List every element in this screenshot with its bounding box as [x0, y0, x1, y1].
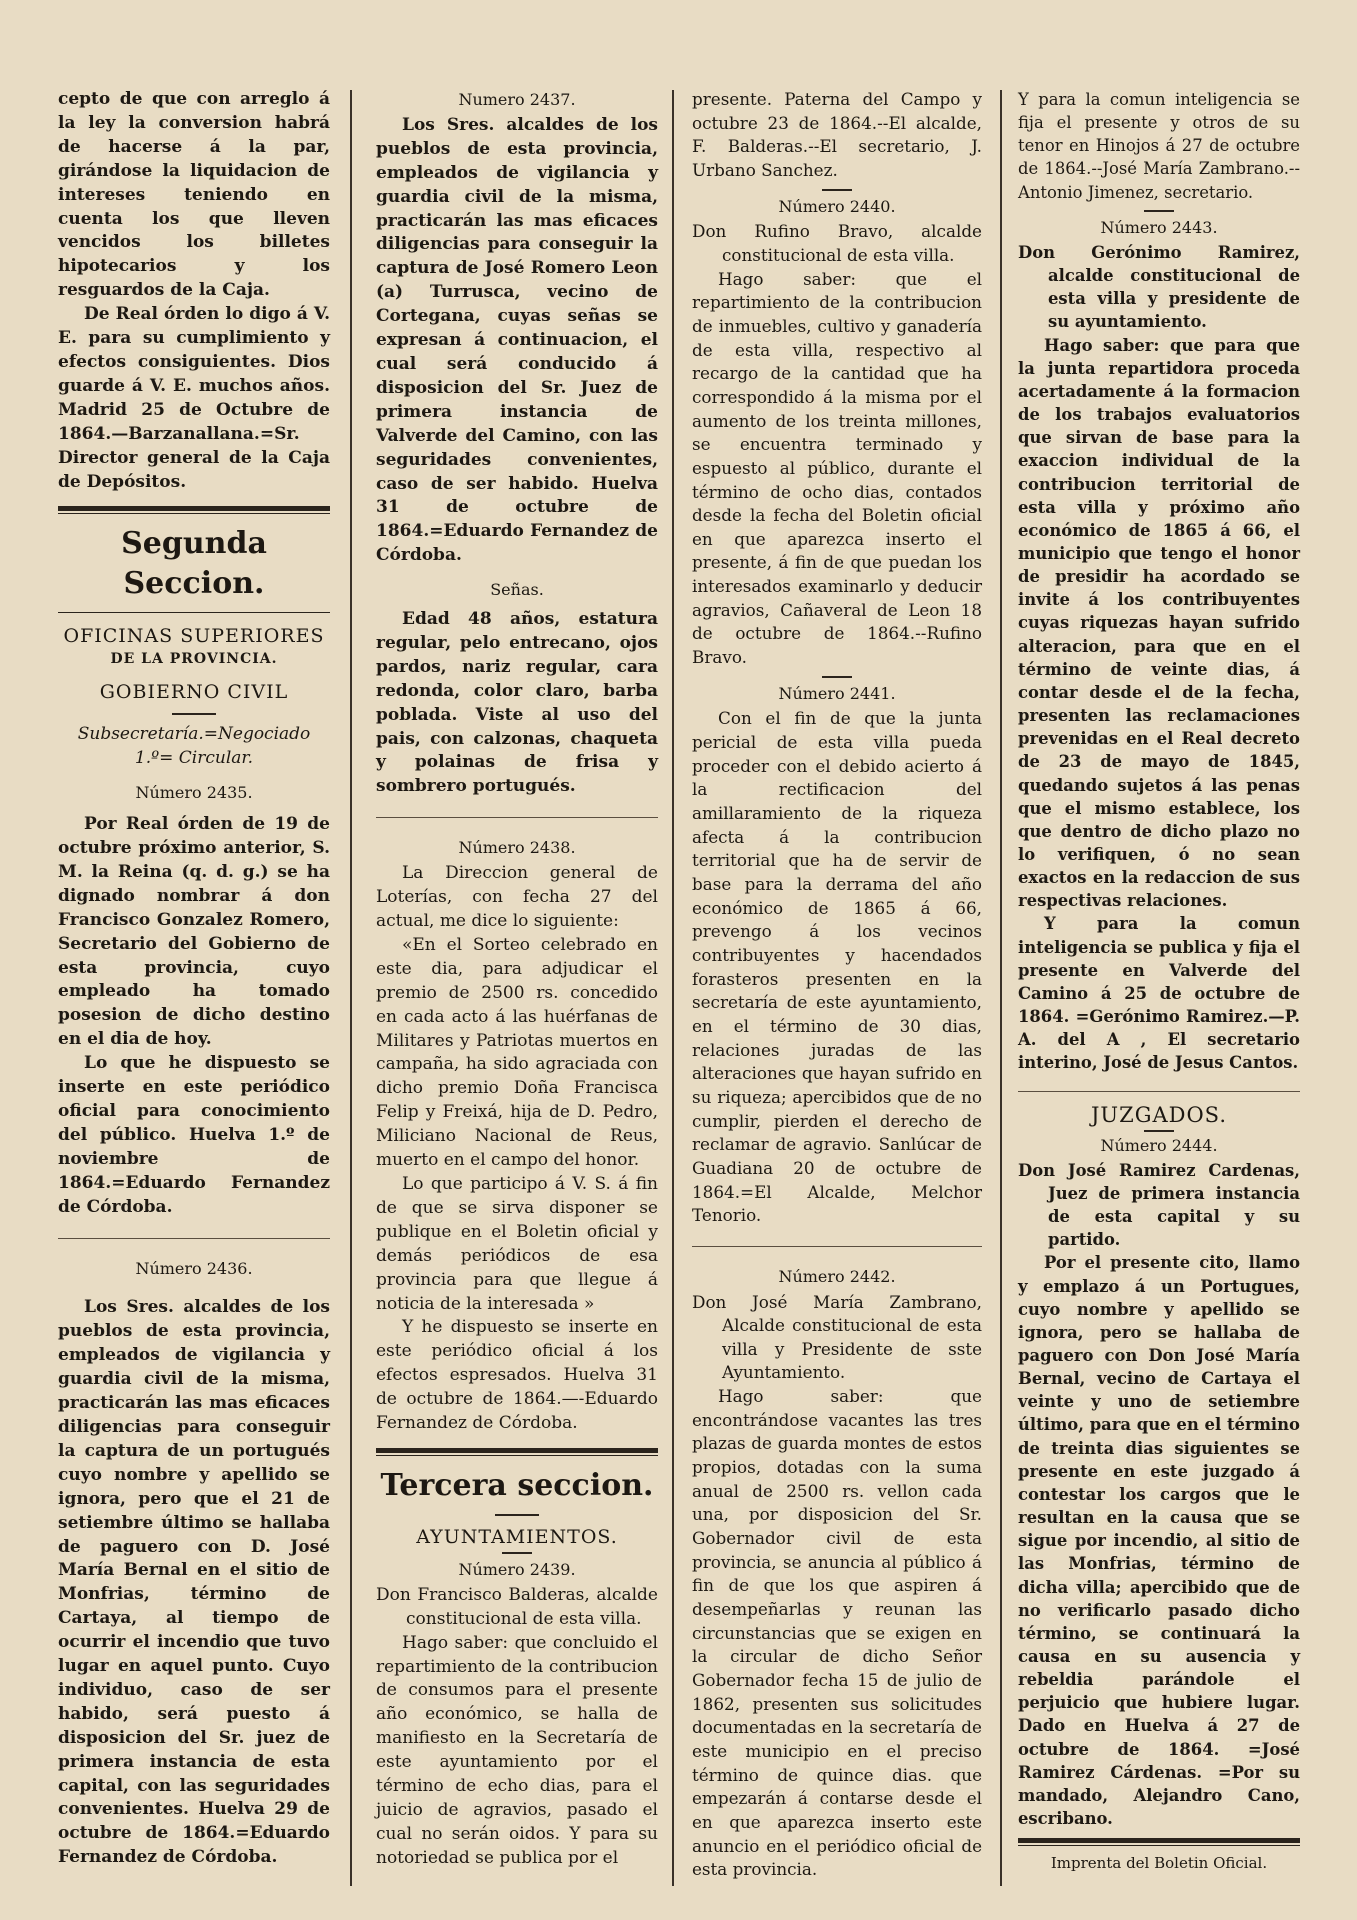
notice-2441-body: Con el fin de que la junta pericial de esta villa pueda proceder con el debido acierto á la rectificacion del amillaramiento de la riqueza afecta á la contribucion territorial que ha de servir de base para la derrama del año económico de 1865 á 66, prevengo á los vecinos contribuyentes y hacendados forasteros presenten en la secretaría de este ayuntamiento, en el término de 30 dias, relaciones juradas de las alteraciones que hayan sufrido en su riqueza; apercibidos que de no cumplir, pierden el derecho de reclamar de agravio. Sanlúcar de Guadiana 20 de octubre de 1864.=El Alcalde, Melchor Tenorio. — [692, 708, 982, 1226]
number-2441: Número 2441. — [778, 683, 896, 703]
section-rule — [376, 1448, 658, 1453]
number-2436: Número 2436. — [135, 1258, 253, 1278]
dash-rule — [822, 189, 852, 191]
separator — [376, 817, 658, 818]
separator — [1018, 1091, 1300, 1092]
notice-2435-closing: Lo que he dispuesto se inserte en este periódico oficial para conocimiento del público. Huelva 1.º de noviembre de 1864.=Eduardo Fernandez de Córdoba. — [58, 1053, 330, 1217]
footer-rule-thin — [1018, 1845, 1300, 1846]
notice-2440-body: Hago saber: que el repartimiento de la contribucion de inmuebles, cultivo y ganadería de esta villa, respectivo al recargo de la cantidad que ha correspondido á la misma por el aumento de los treinta millones, se encuentra terminado y espuesto al público, durante el término de ocho dias, contados desde la fecha del Boletin oficial en que aparezca inserto el presente, á fin de que puedan los interesados examinarlo y deducir agravios, Cañaveral de Leon 18 de octubre de 1864.--Rufino Bravo. — [692, 268, 982, 668]
heading-gobierno-civil: GOBIERNO CIVIL — [99, 681, 289, 704]
notice-2438-intro: La Direccion general de Loterías, con fecha 27 del actual, me dice lo siguiente: — [376, 863, 658, 931]
number-2442: Número 2442. — [778, 1266, 896, 1286]
intro-paragraph: cepto de que con arreglo á la ley la conversion habrá de hacerse á la par, girándose la liquidacion de intereses teniendo en cuenta los que lleven vencidos los billetes hipotecarios y los resguardos de la Caja. — [58, 89, 330, 301]
heading-provincia: DE LA PROVINCIA. — [110, 651, 278, 668]
notice-2439-heading: Don Francisco Balderas, alcalde constitucional de esta villa. — [376, 1584, 658, 1629]
separator — [58, 1238, 330, 1239]
column-2 — [376, 88, 658, 1892]
column-1 — [58, 88, 330, 1892]
column-4 — [1018, 88, 1300, 1892]
column-3 — [692, 88, 982, 1892]
notice-2443-heading: Don Gerónimo Ramirez, alcalde constitucional de esta villa y presidente de su ayuntamiento. — [1018, 242, 1300, 332]
real-orden-paragraph: De Real órden lo digo á V. E. para su cumplimiento y efectos consiguientes. Dios guarde á V. E. muchos años. Madrid 25 de Octubre de 1864.—Barzanallana.=Sr. Director general de la Caja de Depósitos. — [58, 304, 330, 492]
heading-oficinas: OFICINAS SUPERIORES — [63, 625, 325, 648]
notice-2438-closing: Y he dispuesto se inserte en este periódico oficial á los efectos espresados. Huelva 31 de octubre de 1864.—-Eduardo Fernandez de Córdoba. — [376, 1317, 658, 1434]
section-title-tercera: Tercera seccion. — [380, 1467, 654, 1503]
notice-2438-quote: «En el Sorteo celebrado en este dia, para adjudicar el premio de 2500 rs. concedido en cada acto á las huérfanas de Militares y Patriotas muertos en campaña, ha sido agraciada con dicho premio Doña Francisca Felip y Freixá, hija de D. Pedro, Miliciano Nacional de Reus, muerto en el campo del honor. — [376, 934, 658, 1171]
number-2439: Número 2439. — [458, 1559, 576, 1579]
notice-2443-closing: Y para la comun inteligencia se publica y fija el presente en Valverde del Camino á 25 de octubre de 1864. =Gerónimo Ramirez.—P. A. del A , El secretario interino, José de Jesus Cantos. — [1018, 914, 1300, 1073]
number-2443: Número 2443. — [1100, 217, 1218, 237]
number-2438: Número 2438. — [458, 838, 576, 858]
notice-2442-body: Hago saber: que encontrándose vacantes las tres plazas de guarda montes de estos propios, dotadas con la suma anual de 2500 rs. vellon cada una, por disposicion del Sr. Gobernador civil de esta provincia, se anuncia al público á fin de que los que aspiren á desempeñarlas y reunan las circunstancias que se exigen en la circular de dicho Señor Gobernador fecha 15 de julio de 1862, presenten sus solicitudes documentadas en la secretaría de este municipio en el preciso término de quince dias. que empezarán á contarse desde el en que aparezca inserto este anuncio en el periódico oficial de esta provincia. — [692, 1386, 982, 1880]
imprenta-footer: Imprenta del Boletin Oficial. — [1050, 1854, 1268, 1873]
subsecretaria-line: Subsecretaría.=Negociado 1.º= Circular. — [77, 724, 311, 769]
notice-2437-body: Los Sres. alcaldes de los pueblos de esta provincia, empleados de vigilancia y guardia civil de la misma, practicarán las mas eficaces diligencias para conseguir la captura de José Romero Leon (a) Turrusca, vecino de Cortegana, cuyas señas se expresan á continuacion, el cual será conducido á disposicion del Sr. Juez de primera instancia de Valverde del Camino, con las seguridades convenientes, caso de ser habido. Huelva 31 de octubre de 1864.=Eduardo Fernandez de Córdoba. — [376, 114, 658, 566]
senas-description: Edad 48 años, estatura regular, pelo entrecano, ojos pardos, nariz regular, cara redonda, color claro, barba poblada. Viste al uso del pais, con calzonas, chaqueta y polainas de frisa y sombrero portugués. — [376, 609, 658, 797]
column-rule — [1000, 90, 1002, 1886]
column-rule — [672, 90, 674, 1886]
dash-rule — [172, 713, 216, 715]
notice-2439-continued: presente. Paterna del Campo y octubre 23 de 1864.--El alcalde, F. Balderas.--El secretario, J. Urbano Sanchez. — [692, 89, 982, 180]
dash-rule — [1144, 1130, 1174, 1132]
footer-rule — [1018, 1838, 1300, 1843]
dash-rule — [495, 1514, 539, 1516]
section-rule-thin — [58, 612, 330, 613]
column-rule — [350, 90, 352, 1886]
section-rule — [58, 506, 330, 511]
number-2437: Numero 2437. — [458, 90, 576, 109]
section-rule-thin — [376, 1455, 658, 1456]
notice-2436-body: Los Sres. alcaldes de los pueblos de esta provincia, empleados de vigilancia y guardia civil de la misma, practicarán las mas eficaces diligencias para conseguir la captura de un portugués cuyo nombre y apellido se ignora, pero que el 21 de setiembre último se hallaba de paguero con D. José María Bernal en el sitio de Monfrias, término de Cartaya, al tiempo de ocurrir el incendio que tuvo lugar en aquel punto. Cuyo individuo, caso de ser habido, será puesto á disposicion del Sr. juez de primera instancia de esta capital, con las seguridades convenientes. Huelva 29 de octubre de 1864.=Eduardo Fernandez de Córdoba. — [58, 1297, 330, 1868]
separator — [692, 1246, 982, 1247]
senas-heading: Señas. — [490, 580, 544, 600]
notice-2444-heading: Don José Ramirez Cardenas, Juez de primera instancia de esta capital y su partido. — [1018, 1160, 1300, 1250]
number-2440: Número 2440. — [778, 196, 896, 216]
section-title-segunda: Segunda Seccion. — [121, 526, 267, 602]
dash-rule — [1144, 210, 1174, 212]
number-2444: Número 2444. — [1100, 1135, 1218, 1155]
number-2435: Número 2435. — [135, 783, 253, 803]
notice-2438-request: Lo que participo á V. S. á fin de que se sirva disponer se publique en el Boletin oficial y demás periódicos de esa provincia para que llegue á noticia de la interesada » — [376, 1173, 658, 1314]
notice-2443-body: Hago saber: que para que la junta repartidora proceda acertadamente á la formacion de los trabajos evaluatorios que sirvan de base para la exaccion individual de la contribucion territorial de esta villa y próximo año económico de 1865 á 66, el municipio que tengo el honor de presidir ha acordado se invite á los contribuyentes cuyas riquezas hayan sufrido alteracion, para que en el término de veinte dias, á contar desde el de la fecha, presenten las reclamaciones prevenidas en el Real decreto de 23 de mayo de 1845, quedando sujetos á las penas que el mismo establece, los que dentro de dicho plazo no lo verifiquen, ó no sean exactos en la redaccion de sus respectivas relaciones. — [1018, 335, 1300, 911]
notice-2440-heading: Don Rufino Bravo, alcalde constitucional de esta villa. — [692, 221, 982, 265]
dash-rule — [502, 1552, 532, 1554]
notice-2444-body: Por el presente cito, llamo y emplazo á un Portugues, cuyo nombre y apellido se ignora, pero se hallaba de paguero con Don José María Bernal, vecino de Cartaya el veinte y uno de setiembre último, para que en el término de treinta dias siguientes se presente en este juzgado á contestar los cargos que le resultan en la causa que se sigue por incendio, al sitio de las Monfrias, término de dicha villa; apercibido que de no verificarlo pasado dicho término, se continuará la causa en su ausencia y rebeldia parándole el perjuicio que hubiere lugar. Dado en Huelva á 27 de octubre de 1864. =José Ramirez Cárdenas. =Por su mandado, Alejandro Cano, escribano. — [1018, 1253, 1300, 1829]
notice-2442-heading: Don José María Zambrano, Alcalde constitucional de esta villa y Presidente de sste Ayuntamiento. — [692, 1291, 982, 1383]
heading-ayuntamientos: AYUNTAMIENTOS. — [416, 1525, 618, 1548]
dash-rule — [822, 676, 852, 678]
heading-juzgados: JUZGADOS. — [1090, 1102, 1227, 1127]
notice-2439-body: Hago saber: que concluido el repartimiento de la contribucion de consumos para el presente año económico, se halla de manifiesto en la Secretaría de este ayuntamiento por el término de echo dias, para el juicio de agravios, pasado el cual no serán oidos. Y para su notoriedad se publica por el — [376, 1632, 658, 1868]
notice-2442-closing: Y para la comun inteligencia se fija el presente y otros de su tenor en Hinojos á 27 de octubre de 1864.--José María Zambrano.-- Antonio Jimenez, secretario. — [1018, 90, 1300, 202]
notice-2435-body: Por Real órden de 19 de octubre próximo anterior, S. M. la Reina (q. d. g.) se ha dignado nombrar á don Francisco Gonzalez Romero, Secretario del Gobierno de esta provincia, cuyo empleado ha tomado posesion de dicho destino en el dia de hoy. — [58, 814, 330, 1050]
section-rule-thin — [58, 513, 330, 514]
